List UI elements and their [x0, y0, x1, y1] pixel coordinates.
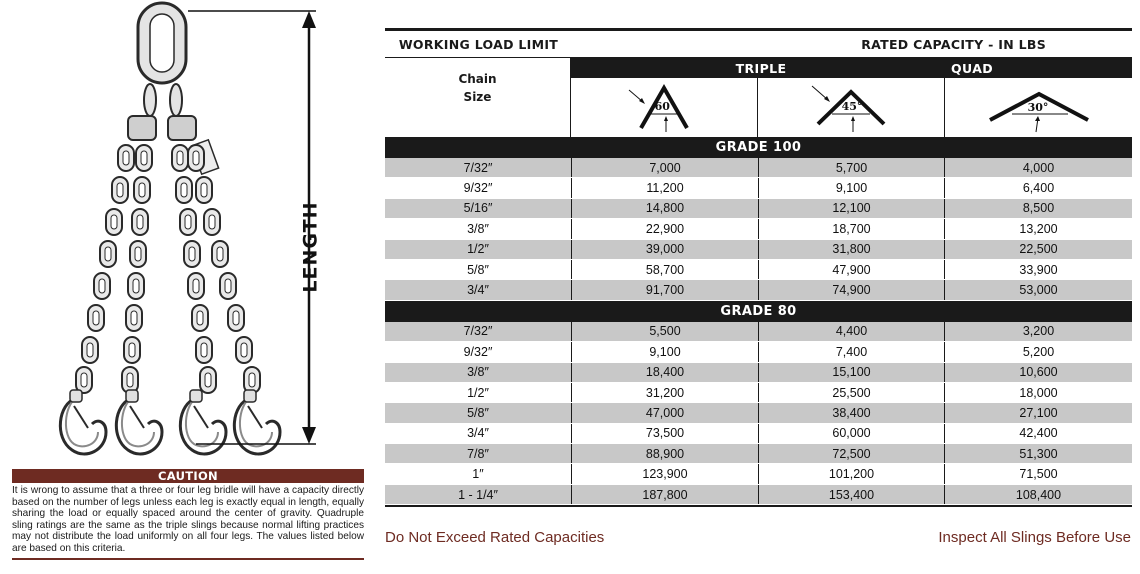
capacity-45-cell: 31,800 — [759, 240, 945, 259]
chain-size-cell: 5/8″ — [385, 403, 572, 422]
capacity-60-cell: 7,000 — [572, 158, 759, 177]
capacity-45-cell: 38,400 — [759, 403, 945, 422]
capacity-60-cell: 39,000 — [572, 240, 759, 259]
capacity-60-cell: 91,700 — [572, 280, 759, 299]
table-row — [385, 178, 1132, 198]
table-row — [385, 403, 1132, 423]
rated-capacity-table — [385, 28, 1132, 507]
capacity-45-cell: 101,200 — [759, 464, 945, 483]
capacity-60-cell: 88,900 — [572, 444, 759, 463]
triple-quad-bar — [571, 58, 1132, 78]
angle-label-60: 60° — [654, 99, 676, 113]
footer-left-text: Do Not Exceed Rated Capacities — [385, 529, 605, 546]
capacity-45-cell: 47,900 — [759, 260, 945, 279]
capacity-30-cell: 108,400 — [1015, 487, 1062, 502]
capacity-45-cell: 9,100 — [759, 178, 945, 197]
table-row — [385, 199, 1132, 219]
chain-sling-illustration — [0, 0, 370, 462]
table-row — [385, 363, 1132, 383]
sling-angle-30-icon — [984, 80, 1094, 136]
capacity-30-cell: 18,000 — [1019, 385, 1058, 400]
table-row — [385, 342, 1132, 362]
chain-size-cell: 3/8″ — [385, 219, 572, 238]
chain-size-cell: 1/2″ — [385, 240, 572, 259]
capacity-60-cell: 22,900 — [572, 219, 759, 238]
capacity-30-cell: 3,200 — [1022, 324, 1055, 339]
capacity-30-cell: 5,200 — [1022, 344, 1055, 359]
capacity-45-cell: 74,900 — [759, 280, 945, 299]
caution-title: CAUTION — [12, 469, 364, 483]
chain-size-header — [385, 58, 571, 137]
capacity-30-cell: 8,500 — [1022, 201, 1055, 216]
capacity-45-cell: 5,700 — [759, 158, 945, 177]
capacity-30-cell: 71,500 — [1019, 467, 1058, 482]
chain-size-cell: 7/32″ — [385, 322, 572, 341]
capacity-30-cell: 27,100 — [1019, 405, 1058, 420]
capacity-45-cell: 12,100 — [759, 199, 945, 218]
capacity-60-cell: 14,800 — [572, 199, 759, 218]
table-row — [385, 240, 1132, 260]
capacity-30-cell: 6,400 — [1022, 181, 1055, 196]
capacity-45-cell: 7,400 — [759, 342, 945, 361]
capacity-30-cell: 13,200 — [1019, 221, 1058, 236]
chain-size-cell: 7/32″ — [385, 158, 572, 177]
capacity-60-cell: 73,500 — [572, 424, 759, 443]
capacity-30-cell: 4,000 — [1022, 160, 1055, 175]
chain-size-cell: 5/16″ — [385, 199, 572, 218]
table-row — [385, 464, 1132, 484]
capacity-45-cell: 25,500 — [759, 383, 945, 402]
capacity-60-cell: 31,200 — [572, 383, 759, 402]
caution-rule — [12, 558, 364, 560]
working-load-limit-title: WORKING LOAD LIMIT — [398, 36, 559, 52]
table-row — [385, 444, 1132, 464]
sling-angle-60-icon — [619, 80, 709, 136]
length-label: LENGTH — [300, 201, 322, 293]
capacity-60-cell: 18,400 — [572, 363, 759, 382]
capacity-60-cell: 11,200 — [572, 178, 759, 197]
footer-right-text: Inspect All Slings Before Use — [938, 529, 1131, 546]
chain-size-cell: 1″ — [385, 464, 572, 483]
capacity-45-cell: 153,400 — [759, 485, 945, 504]
caution-box — [12, 469, 364, 560]
chain-size-cell: 5/8″ — [385, 260, 572, 279]
capacity-60-cell: 58,700 — [572, 260, 759, 279]
capacity-30-cell: 10,600 — [1019, 365, 1058, 380]
chain-size-header-line1: Chain — [458, 72, 497, 86]
table-row — [385, 158, 1132, 178]
capacity-60-cell: 9,100 — [572, 342, 759, 361]
table-title-row — [385, 31, 1132, 57]
angle-label-30: 30° — [1027, 100, 1048, 114]
capacity-45-cell: 72,500 — [759, 444, 945, 463]
angle-cell-45 — [758, 78, 945, 137]
capacity-60-cell: 187,800 — [572, 485, 759, 504]
angle-cell-30 — [945, 78, 1132, 137]
table-row — [385, 485, 1132, 505]
chain-size-cell: 7/8″ — [385, 444, 572, 463]
table-row — [385, 280, 1132, 300]
capacity-60-cell: 47,000 — [572, 403, 759, 422]
triple-label: TRIPLE — [735, 60, 787, 76]
capacity-45-cell: 15,100 — [759, 363, 945, 382]
capacity-45-cell: 60,000 — [759, 424, 945, 443]
chain-size-cell: 1/2″ — [385, 383, 572, 402]
capacity-30-cell: 42,400 — [1019, 426, 1058, 441]
table-header — [385, 57, 1132, 137]
capacity-30-cell: 33,900 — [1019, 262, 1058, 277]
table-bottom-rule — [385, 505, 1132, 507]
table-row — [385, 322, 1132, 342]
capacity-30-cell: 53,000 — [1019, 283, 1058, 298]
angle-cell-60 — [571, 78, 758, 137]
grade-header: GRADE 80 — [385, 301, 1132, 322]
chain-size-cell: 9/32″ — [385, 342, 572, 361]
capacity-60-cell: 123,900 — [572, 464, 759, 483]
table-row — [385, 424, 1132, 444]
chain-size-cell: 3/4″ — [385, 280, 572, 299]
caution-text: It is wrong to assume that a three or four leg bridle will have a capacity directly based on the number of legs unless each leg is exactly equal in length, equally sharing the load or equally spaced around the center of gravity. Quadruple sling ratings are the same as the triple slings because normal lifting practices may not distribute the load uniformly on all four legs. The values listed below are based on this criteria. — [12, 485, 364, 554]
capacity-30-cell: 22,500 — [1019, 242, 1058, 257]
quad-label: QUAD — [951, 60, 994, 76]
capacity-header — [571, 58, 1132, 137]
angle-label-45: 45° — [841, 99, 863, 113]
capacity-30-cell: 51,300 — [1019, 446, 1058, 461]
chain-size-cell: 9/32″ — [385, 178, 572, 197]
capacity-45-cell: 18,700 — [759, 219, 945, 238]
grade-header: GRADE 100 — [385, 137, 1132, 158]
chain-size-cell: 1 - 1/4″ — [385, 485, 572, 504]
angle-diagrams — [571, 78, 1132, 137]
rated-capacity-title: RATED CAPACITY - IN LBS — [861, 36, 1046, 52]
table-row — [385, 260, 1132, 280]
capacity-45-cell: 4,400 — [759, 322, 945, 341]
capacity-60-cell: 5,500 — [572, 322, 759, 341]
chain-size-cell: 3/8″ — [385, 363, 572, 382]
table-row — [385, 383, 1132, 403]
sling-angle-45-icon — [806, 80, 896, 136]
chain-size-cell: 3/4″ — [385, 424, 572, 443]
table-row — [385, 219, 1132, 239]
table-body — [385, 137, 1132, 505]
chain-size-header-line2: Size — [463, 90, 492, 104]
